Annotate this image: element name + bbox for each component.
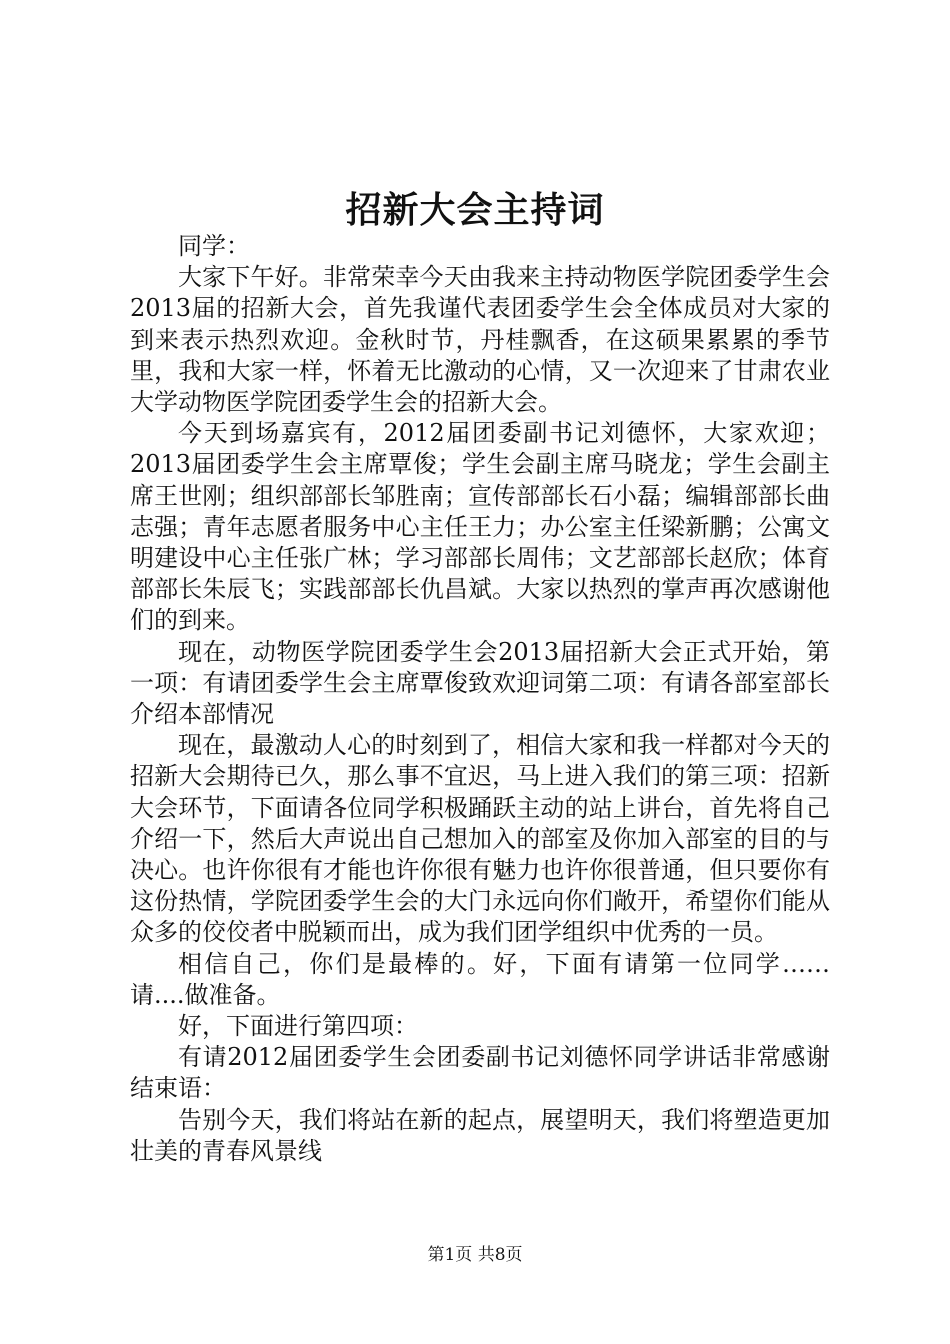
paragraph-agenda: 现在，动物医学院团委学生会2013届招新大会正式开始，第一项：有请团委学生会主席覃俊致欢迎词第二项：有请各部室部长介绍本部情况	[130, 637, 830, 729]
document-body	[130, 231, 830, 1167]
paragraph-recruitment: 现在，最激动人心的时刻到了，相信大家和我一样都对今天的招新大会期待已久，那么事不宜迟，马上进入我们的第三项：招新大会环节，下面请各位同学积极踊跃主动的站上讲台，首先将自己介绍一下，然后大声说出自己想加入的部室及你加入部室的目的与决心。也许你很有才能也许你很有魅力也许你很普通，但只要你有这份热情，学院团委学生会的大门永远向你们敞开，希望你们能从众多的佼佼者中脱颖而出，成为我们团学组织中优秀的一员。	[130, 731, 830, 947]
paragraph-opening: 大家下午好。非常荣幸今天由我来主持动物医学院团委学生会2013届的招新大会，首先我谨代表团委学生会全体成员对大家的到来表示热烈欢迎。金秋时节，丹桂飘香，在这硕果累累的季节里，我和大家一样，怀着无比激动的心情，又一次迎来了甘肃农业大学动物医学院团委学生会的招新大会。	[130, 263, 830, 417]
paragraph-item-four: 好，下面进行第四项：	[178, 1012, 418, 1041]
paragraph-guests: 今天到场嘉宾有，2012届团委副书记刘德怀，大家欢迎；2013届团委学生会主席覃俊；学生会副主席马晓龙；学生会副主席王世刚；组织部部长邹胜南；宣传部部长石小磊；编辑部部长曲志强；青年志愿者服务中心主任王力；办公室主任梁新鹏；公寓文明建设中心主任张广林；学习部部长周伟；文艺部部长赵欣；体育部部长朱辰飞；实践部部长仇昌斌。大家以热烈的掌声再次感谢他们的到来。	[130, 419, 830, 635]
document-title: 招新大会主持词	[345, 189, 605, 231]
paragraph-speech: 有请2012届团委学生会团委副书记刘德怀同学讲话非常感谢结束语：	[130, 1043, 830, 1103]
paragraph-encouragement: 相信自己，你们是最棒的。好，下面有请第一位同学……请....做准备。	[130, 949, 830, 1009]
paragraph-closing: 告别今天，我们将站在新的起点，展望明天，我们将塑造更加壮美的青春风景线	[130, 1105, 830, 1165]
page-number-footer: 第1页 共8页	[427, 1245, 523, 1265]
paragraph-greeting: 同学：	[178, 232, 250, 260]
